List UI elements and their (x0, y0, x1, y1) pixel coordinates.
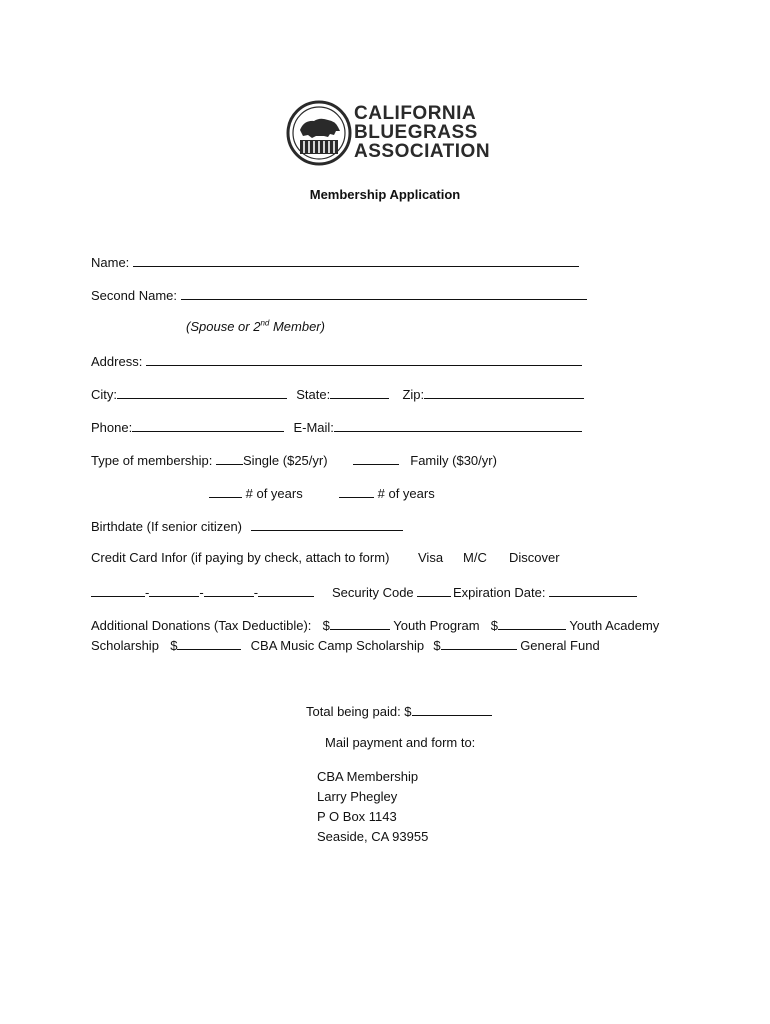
card-dash-2: - (199, 585, 204, 600)
card-number-part-2[interactable] (149, 583, 199, 597)
scholarship-amount[interactable] (177, 636, 241, 650)
birthdate-row (91, 517, 403, 534)
card-number-row (91, 583, 314, 600)
email-field[interactable] (334, 418, 582, 432)
name-field[interactable] (133, 253, 579, 267)
phone-field[interactable] (132, 418, 284, 432)
security-code-row (332, 583, 451, 600)
mailing-address-line-4: Seaside, CA 93955 (317, 829, 429, 844)
second-name-field[interactable] (181, 286, 587, 300)
donations-label: Additional Donations (Tax Deductible): (91, 618, 312, 633)
years-single-row (209, 484, 303, 501)
total-field[interactable] (412, 702, 492, 716)
address-field[interactable] (146, 352, 582, 366)
membership-type-label: Type of membership: (91, 453, 213, 468)
mailing-address-line-3: P O Box 1143 (317, 809, 397, 824)
music-camp-label: CBA Music Camp Scholarship (250, 638, 425, 653)
bear-seal-icon (286, 100, 352, 166)
birthdate-field[interactable] (251, 517, 403, 531)
phone-label: Phone: (91, 420, 133, 435)
second-name-label: Second Name: (91, 288, 177, 303)
donation-dollar-2: $ (490, 618, 499, 633)
total-row (306, 702, 492, 719)
youth-academy-amount[interactable] (498, 616, 566, 630)
years-family-label: # of years (377, 486, 435, 501)
mailing-address (317, 767, 428, 847)
form-title: Membership Application (309, 187, 461, 202)
card-number-part-1[interactable] (91, 583, 145, 597)
youth-program-amount[interactable] (330, 616, 390, 630)
phone-email-row (91, 418, 582, 435)
spouse-note-sup: nd (260, 319, 270, 328)
birthdate-label: Birthdate (If senior citizen) (91, 519, 243, 534)
security-code-label: Security Code (332, 585, 414, 600)
logo-wordmark (354, 104, 490, 161)
state-field[interactable] (330, 385, 389, 399)
expiration-row (453, 583, 637, 600)
youth-program-label: Youth Program (393, 618, 480, 633)
music-camp-amount[interactable] (441, 636, 517, 650)
mc-option[interactable]: M/C (463, 550, 487, 565)
city-field[interactable] (117, 385, 287, 399)
general-fund-label: General Fund (520, 638, 600, 653)
logo-line-2: BLUEGRASS (354, 122, 478, 143)
credit-card-label: Credit Card Infor (if paying by check, attach to form) (91, 550, 390, 565)
donation-dollar-4: $ (433, 638, 441, 653)
city-label: City: (91, 387, 117, 402)
card-dash-3: - (253, 585, 259, 600)
mail-instruction: Mail payment and form to: (325, 735, 476, 750)
zip-field[interactable] (424, 385, 584, 399)
zip-label: Zip: (402, 387, 425, 402)
visa-option[interactable]: Visa (418, 550, 444, 565)
total-label: Total being paid: $ (306, 704, 412, 719)
family-option: Family ($30/yr) (410, 453, 497, 468)
family-check-field[interactable] (353, 451, 399, 465)
years-single-field[interactable] (209, 484, 242, 498)
name-label: Name: (91, 255, 130, 270)
donation-dollar-1: $ (322, 618, 330, 633)
logo-line-1: CALIFORNIA (354, 103, 477, 124)
mailing-address-line-1: CBA Membership (317, 769, 419, 784)
spouse-note-pre: (Spouse or 2 (186, 319, 261, 335)
expiration-field[interactable] (549, 583, 637, 597)
years-single-label: # of years (245, 486, 303, 501)
single-option: Single ($25/yr) (243, 453, 328, 468)
name-row (91, 253, 579, 270)
logo-line-3: ASSOCIATION (354, 141, 491, 162)
donations-row-2 (91, 636, 600, 653)
scholarship-label: Scholarship (91, 638, 159, 653)
membership-type-row (91, 451, 328, 468)
discover-option[interactable]: Discover (509, 550, 560, 565)
years-family-field[interactable] (339, 484, 374, 498)
city-state-zip-row (91, 385, 584, 402)
state-label: State: (296, 387, 331, 402)
spouse-note-post: Member) (269, 319, 325, 335)
email-label: E-Mail: (293, 420, 334, 435)
second-name-row (91, 286, 587, 303)
address-row (91, 352, 582, 369)
spouse-note (186, 319, 325, 334)
donation-dollar-3: $ (170, 638, 178, 653)
card-number-part-4[interactable] (258, 583, 314, 597)
mailing-address-line-2: Larry Phegley (317, 789, 398, 804)
cba-logo (286, 100, 491, 168)
expiration-label: Expiration Date: (453, 585, 546, 600)
security-code-field[interactable] (417, 583, 451, 597)
card-number-part-3[interactable] (204, 583, 254, 597)
card-dash-1: - (145, 585, 150, 600)
single-check-field[interactable] (216, 451, 243, 465)
youth-academy-label: Youth Academy (569, 618, 660, 633)
family-option-row (353, 451, 497, 468)
donations-row-1 (91, 616, 659, 633)
years-family-row (339, 484, 435, 501)
address-label: Address: (91, 354, 143, 369)
